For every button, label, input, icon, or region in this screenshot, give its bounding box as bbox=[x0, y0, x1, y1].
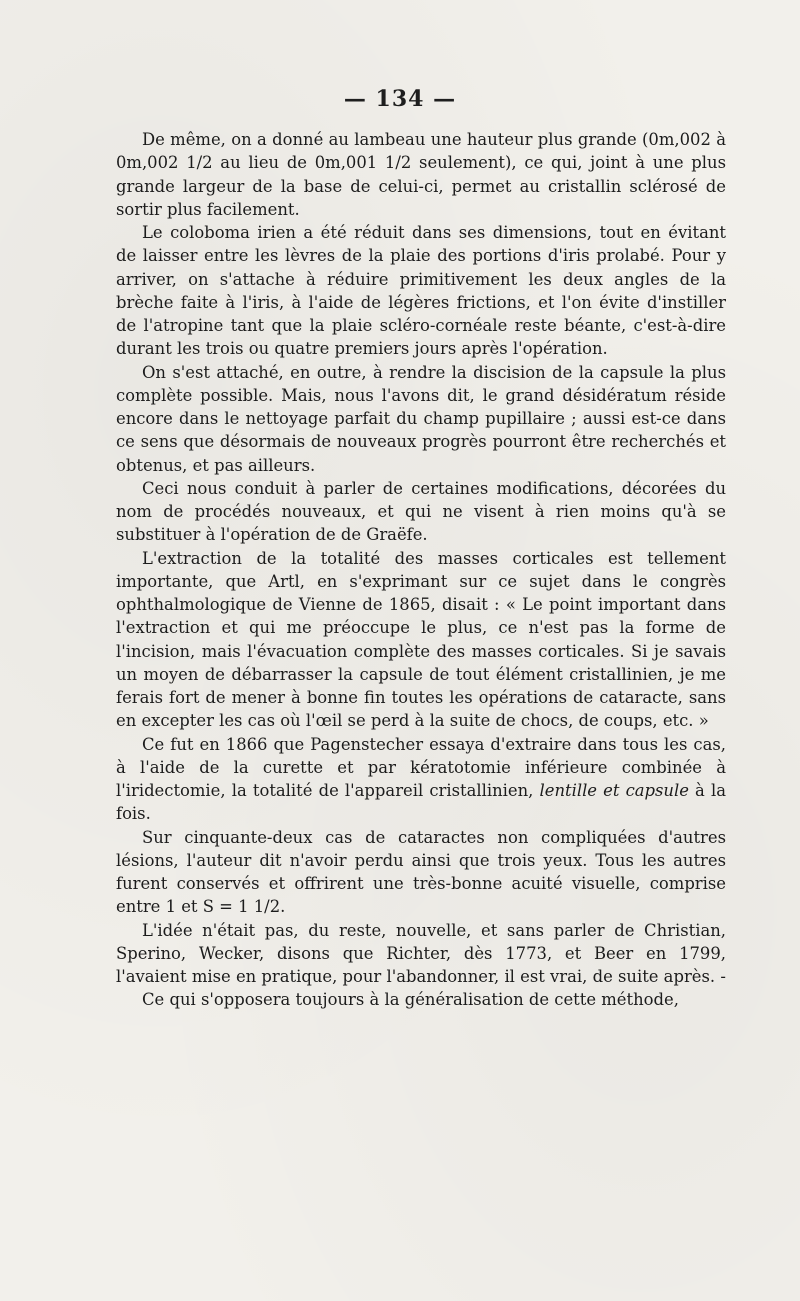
page-number: — 134 — bbox=[343, 86, 457, 112]
paragraph-1: De même, on a donné au lambeau une hauteur plus grande (0m,002 à 0m,002 1/2 au lieu de 0m,001 1/2 seulement), ce qui, joint à une plus grande largeur de la base de celui-ci, permet au cristallin sclérosé de sortir plus facilement. bbox=[116, 130, 726, 219]
paragraph-9: Ce qui s'opposera toujours à la généralisation de cette méthode, bbox=[142, 990, 679, 1010]
paragraph-6 bbox=[116, 733, 726, 826]
paragraph-6-italic: lentille et capsule bbox=[539, 781, 689, 800]
paragraph-3: On s'est attaché, en outre, à rendre la discision de la capsule la plus complète possible. Mais, nous l'avons dit, le grand désidératum réside encore dans le nettoyage parfait du champ pupillaire ; aussi est-ce dans ce sens que désormais de nouveaux progrès pourront être recherchés et obtenus, et pas ailleurs. bbox=[116, 362, 726, 475]
paragraph-6-text-before: Ce fut en 1866 que Pagenstecher essaya d'extraire dans tous les cas, à l'aide de la curette et par kératotomie inférieure combinée à l'iridectomie, la totalité de l'appareil cristallinien, bbox=[116, 734, 726, 800]
paragraph-8: L'idée n'était pas, du reste, nouvelle, et sans parler de Christian, Sperino, Wecker, disons que Richter, dès 1773, et Beer en 1799, l'avaient mise en pratique, pour l'abandonner, il est vrai, de suite après. - bbox=[116, 920, 726, 986]
paragraph-2: Le coloboma irien a été réduit dans ses dimensions, tout en évitant de laisser entre les lèvres de la plaie des portions d'iris prolabé. Pour y arriver, on s'attache à réduire primitivement les deux angles de la brèche faite à l'iris, à l'aide de légères frictions, et l'on évite d'instiller de l'atropine tant que la plaie scléro-cornéale reste béante, c'est-à-dire durant les trois ou quatre premiers jours après l'opération. bbox=[116, 223, 726, 359]
body-text bbox=[116, 128, 726, 1012]
paragraph-7: Sur cinquante-deux cas de cataractes non compliquées d'autres lésions, l'auteur dit n'avoir perdu ainsi que trois yeux. Tous les autres furent conservés et offrirent une très-bonne acuité visuelle, comprise entre 1 et S = 1 1/2. bbox=[116, 827, 726, 917]
paragraph-6-text-after: à la fois. bbox=[116, 781, 726, 824]
paragraph-4: Ceci nous conduit à parler de certaines modifications, décorées du nom de procédés nouveaux, et qui ne visent à rien moins qu'à se substituer à l'opération de de Graëfe. bbox=[116, 478, 726, 545]
paragraph-5: L'extraction de la totalité des masses corticales est tellement importante, que Artl, en s'exprimant sur ce sujet dans le congrès ophthalmologique de Vienne de 1865, disait : « Le point important dans l'extraction et qui me préoccupe le plus, ce n'est pas la forme de l'incision, mais l'évacuation complète des masses corticales. Si je savais un moyen de débarrasser la capsule de tout élément cristallinien, je me ferais fort de mener à bonne fin toutes les opérations de cataracte, sans en excepter les cas où l'œil se perd à la suite de chocs, de coups, etc. » bbox=[116, 548, 726, 731]
